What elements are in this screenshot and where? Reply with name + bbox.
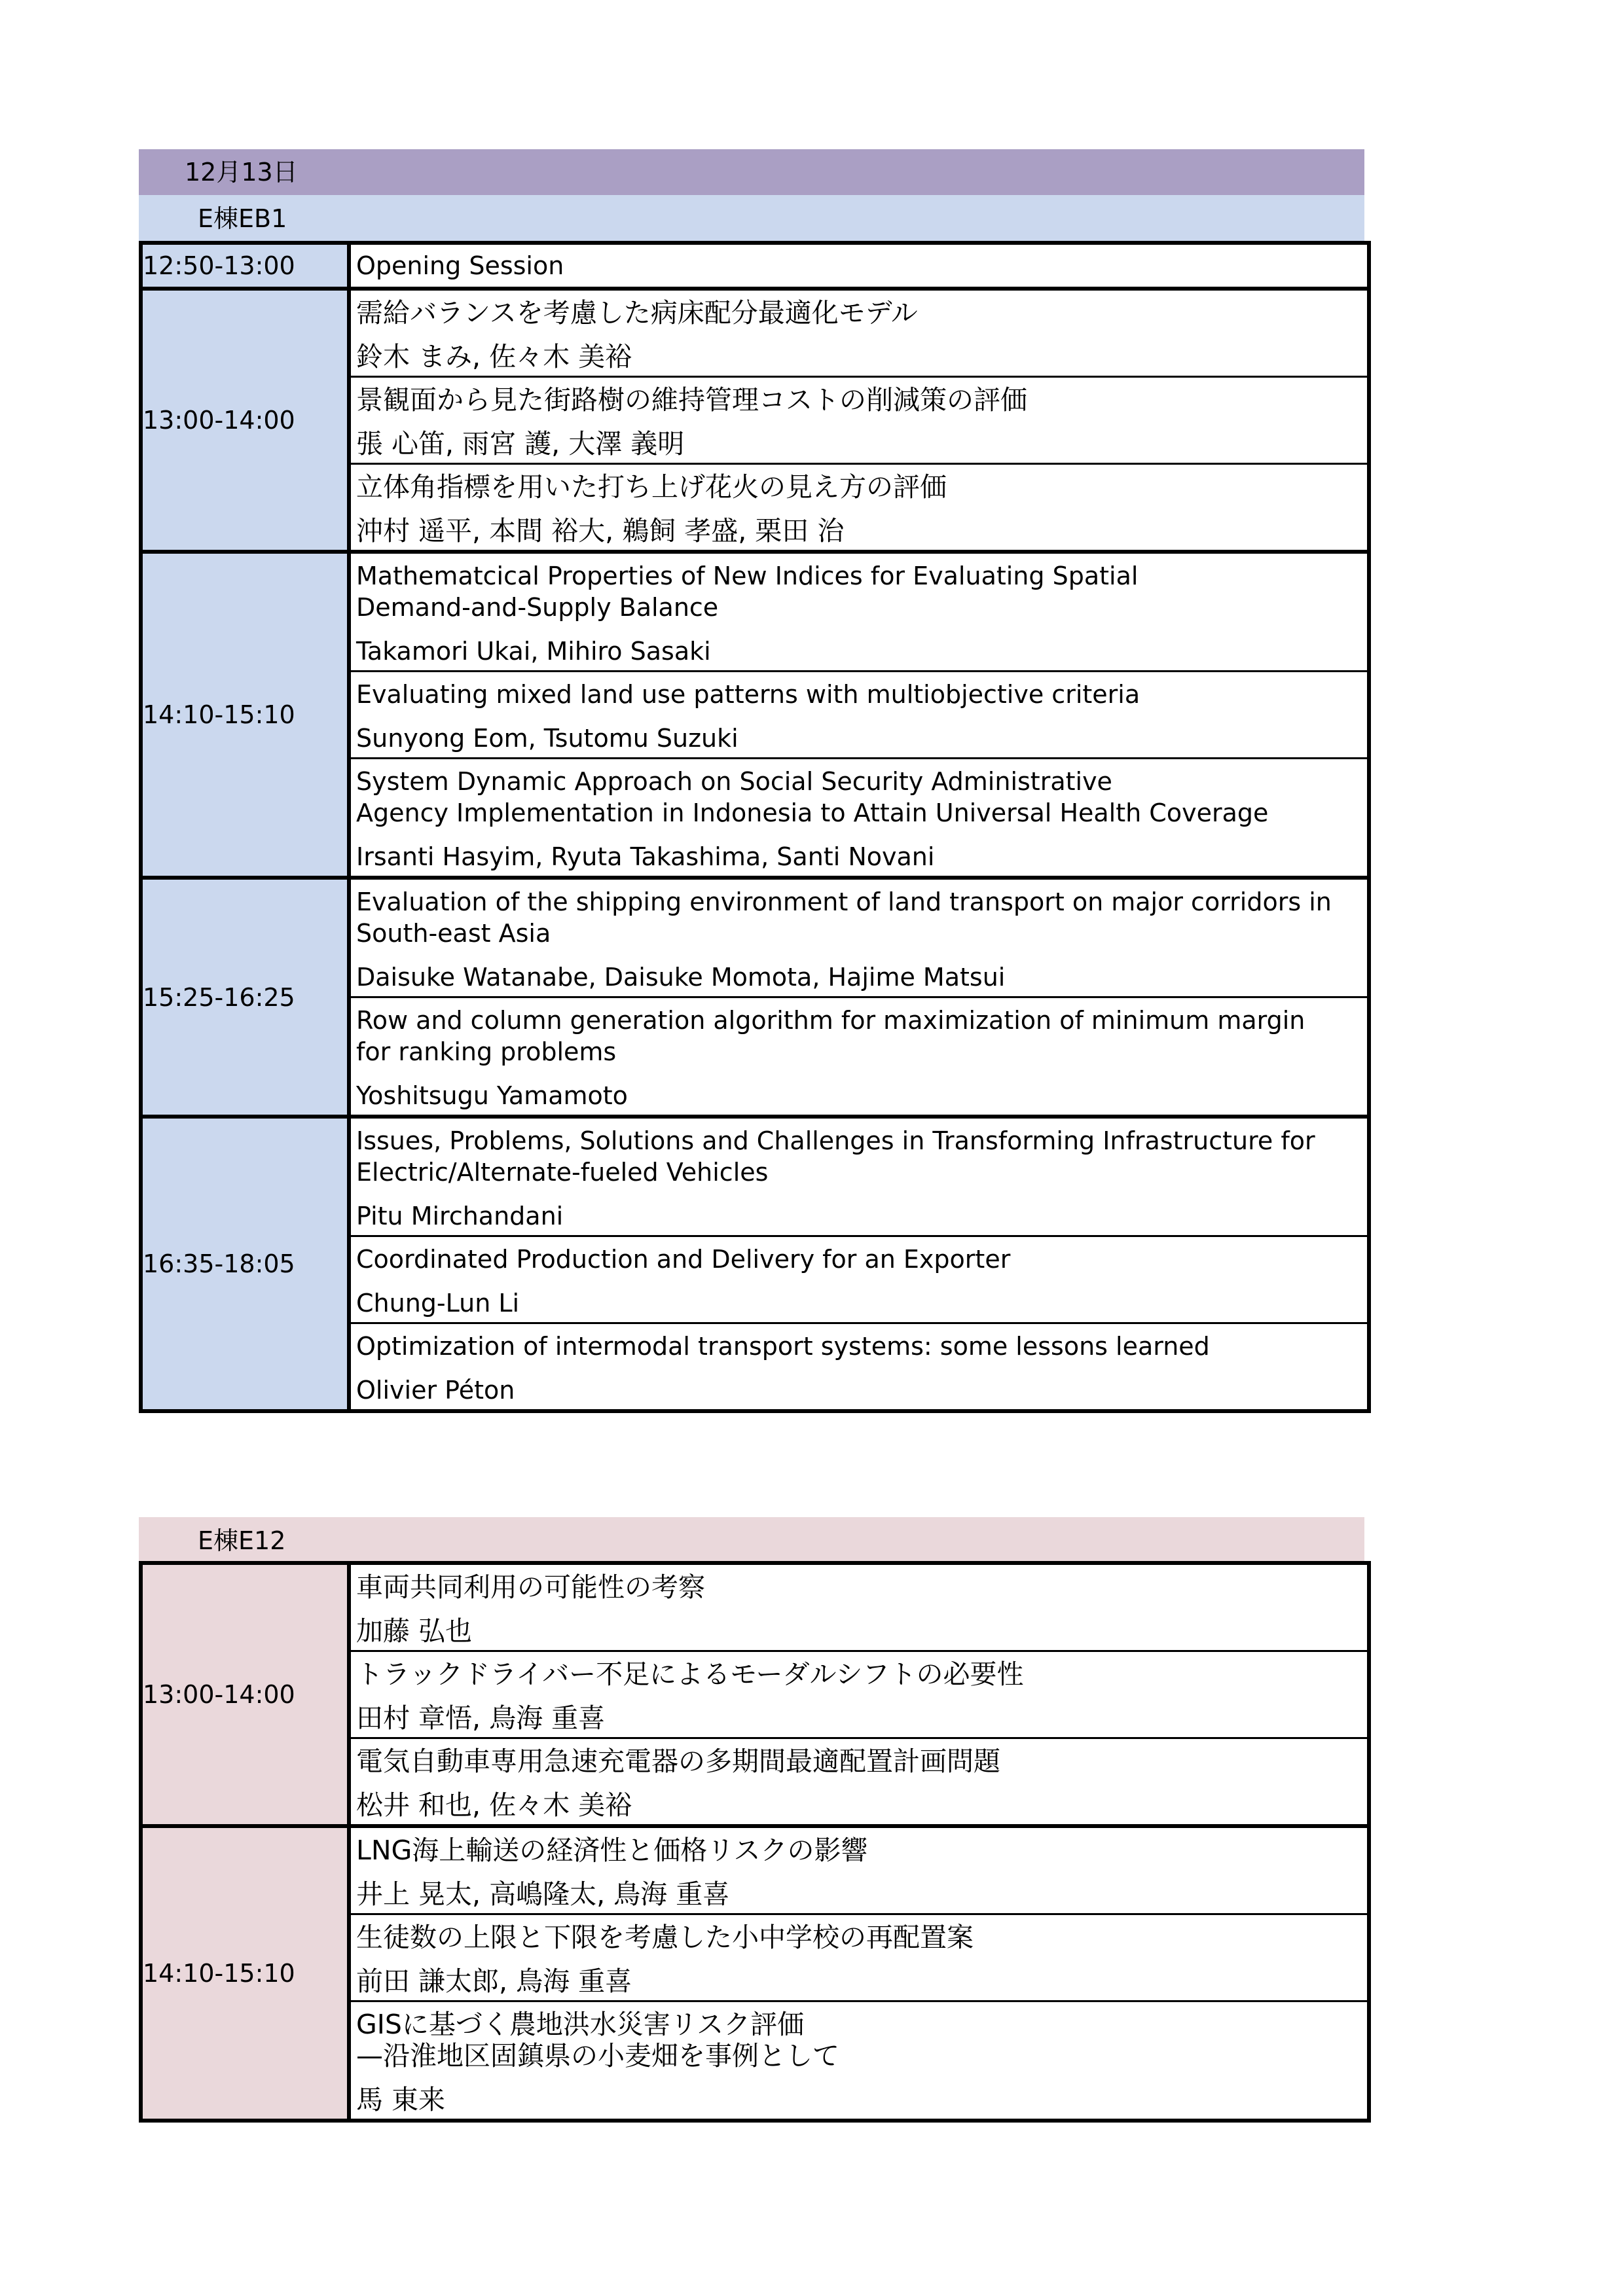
paper-entry xyxy=(351,757,1367,876)
paper-title-line: Evaluating mixed land use patterns with multiobjective criteria xyxy=(356,680,1140,709)
paper-authors: 田村 章悟, 鳥海 重喜 xyxy=(356,1702,606,1734)
paper-authors: Irsanti Hasyim, Ryuta Takashima, Santi Novani xyxy=(356,842,935,871)
paper-authors: Olivier Péton xyxy=(356,1376,515,1405)
opening-title: Opening Session xyxy=(349,243,1369,289)
session-time: 14:10-15:10 xyxy=(141,552,349,878)
paper-title-line: Demand-and-Supply Balance xyxy=(356,593,719,622)
paper-title xyxy=(356,998,1367,1067)
room-name: E棟EB1 xyxy=(198,204,287,233)
paper-entry xyxy=(351,291,1367,376)
room-name: E棟E12 xyxy=(198,1526,286,1555)
paper-title-line: Electric/Alternate-fueled Vehicles xyxy=(356,1158,769,1187)
paper-title xyxy=(356,672,1367,710)
paper-authors: 加藤 弘也 xyxy=(356,1615,473,1647)
room-header-eb1 xyxy=(139,195,1364,241)
paper-authors: 松井 和也, 佐々木 美裕 xyxy=(356,1789,632,1821)
room-header-e12 xyxy=(139,1517,1364,1563)
session-row xyxy=(141,552,1369,878)
paper-title-line: Mathematcical Properties of New Indices for Evaluating Spatial xyxy=(356,562,1139,590)
paper-title-line: System Dynamic Approach on Social Security Administrative xyxy=(356,767,1112,796)
paper-entry xyxy=(351,376,1367,463)
paper-entry xyxy=(351,1322,1367,1409)
session-papers xyxy=(349,1563,1369,1826)
session-row xyxy=(141,289,1369,552)
paper-title xyxy=(356,759,1367,829)
paper-title-line: Row and column generation algorithm for maximization of minimum margin xyxy=(356,1006,1305,1035)
paper-authors: Chung-Lun Li xyxy=(356,1289,520,1318)
paper-title-line: South-east Asia xyxy=(356,919,551,948)
paper-entry xyxy=(351,1913,1367,2000)
paper-entry xyxy=(351,1737,1367,1824)
paper-title: 需給バランスを考慮した病床配分最適化モデル xyxy=(356,297,918,329)
session-row xyxy=(141,1826,1369,2121)
paper-title-line: for ranking problems xyxy=(356,1037,617,1066)
session-row xyxy=(141,878,1369,1117)
paper-title xyxy=(356,880,1367,949)
paper-title: 景観面から見た街路樹の維持管理コストの削減策の評価 xyxy=(356,384,1027,416)
paper-title xyxy=(356,1324,1367,1362)
session-row xyxy=(141,1563,1369,1826)
paper-entry xyxy=(351,463,1367,550)
paper-entry xyxy=(351,880,1367,996)
session-papers xyxy=(349,1117,1369,1411)
paper-title: 生徒数の上限と下限を考慮した小中学校の再配置案 xyxy=(356,1922,974,1953)
paper-authors: Daisuke Watanabe, Daisuke Momota, Hajime Matsui xyxy=(356,963,1006,992)
paper-title-line: Agency Implementation in Indonesia to Attain Universal Health Coverage xyxy=(356,798,1269,827)
paper-entry xyxy=(351,2000,1367,2119)
paper-entry xyxy=(351,1119,1367,1235)
paper-title-line: —沿淮地区固鎮県の小麦畑を事例として xyxy=(356,2040,839,2072)
paper-title: 車両共同利用の可能性の考察 xyxy=(356,1571,705,1603)
date-header xyxy=(139,149,1364,195)
schedule-table-e12 xyxy=(139,1561,1371,2123)
paper-authors: 馬 東来 xyxy=(356,2084,446,2115)
session-time: 13:00-14:00 xyxy=(141,289,349,552)
paper-entry xyxy=(351,1650,1367,1737)
paper-entry xyxy=(351,554,1367,670)
paper-authors: Sunyong Eom, Tsutomu Suzuki xyxy=(356,724,739,753)
paper-title: LNG海上輸送の経済性と価格リスクの影響 xyxy=(356,1835,868,1866)
paper-title: 電気自動車専用急速充電器の多期間最適配置計画問題 xyxy=(356,1746,1000,1777)
paper-entry xyxy=(351,670,1367,757)
paper-title: 立体角指標を用いた打ち上げ花火の見え方の評価 xyxy=(356,471,947,503)
session-time: 14:10-15:10 xyxy=(141,1826,349,2121)
paper-entry xyxy=(351,1565,1367,1650)
paper-title-line: Issues, Problems, Solutions and Challenges in Transforming Infrastructure for xyxy=(356,1126,1315,1155)
session-time: 12:50-13:00 xyxy=(141,243,349,289)
paper-title-line: Evaluation of the shipping environment of land transport on major corridors in xyxy=(356,888,1332,916)
session-papers xyxy=(349,878,1369,1117)
paper-authors: 前田 謙太郎, 鳥海 重喜 xyxy=(356,1965,632,1997)
paper-authors: 沖村 遥平, 本間 裕大, 鵜飼 孝盛, 栗田 治 xyxy=(356,515,845,547)
paper-title-line: Coordinated Production and Delivery for an Exporter xyxy=(356,1245,1011,1274)
date-label: 12月13日 xyxy=(185,158,298,187)
session-row xyxy=(141,1117,1369,1411)
session-papers xyxy=(349,1826,1369,2121)
paper-title: トラックドライバー不足によるモーダルシフトの必要性 xyxy=(356,1659,1024,1690)
paper-title xyxy=(356,554,1367,623)
paper-entry xyxy=(351,1828,1367,1913)
session-time: 13:00-14:00 xyxy=(141,1563,349,1826)
paper-authors: Takamori Ukai, Mihiro Sasaki xyxy=(356,637,711,666)
session-papers xyxy=(349,552,1369,878)
paper-title-line: GISに基づく農地洪水災害リスク評価 xyxy=(356,2009,805,2040)
session-papers xyxy=(349,289,1369,552)
paper-authors: 鈴木 まみ, 佐々木 美裕 xyxy=(356,341,632,372)
opening-row xyxy=(141,243,1369,289)
session-time: 15:25-16:25 xyxy=(141,878,349,1117)
paper-authors: Yoshitsugu Yamamoto xyxy=(356,1081,628,1110)
paper-title xyxy=(356,1119,1367,1188)
paper-title xyxy=(356,2002,1367,2072)
paper-authors: Pitu Mirchandani xyxy=(356,1202,564,1230)
session-time: 16:35-18:05 xyxy=(141,1117,349,1411)
paper-title xyxy=(356,1237,1367,1275)
paper-entry xyxy=(351,996,1367,1115)
schedule-table-eb1 xyxy=(139,241,1371,1413)
paper-entry xyxy=(351,1235,1367,1322)
paper-title-line: Optimization of intermodal transport systems: some lessons learned xyxy=(356,1332,1210,1361)
paper-authors: 張 心笛, 雨宮 護, 大澤 義明 xyxy=(356,428,685,459)
paper-authors: 井上 晃太, 高嶋隆太, 鳥海 重喜 xyxy=(356,1878,730,1910)
